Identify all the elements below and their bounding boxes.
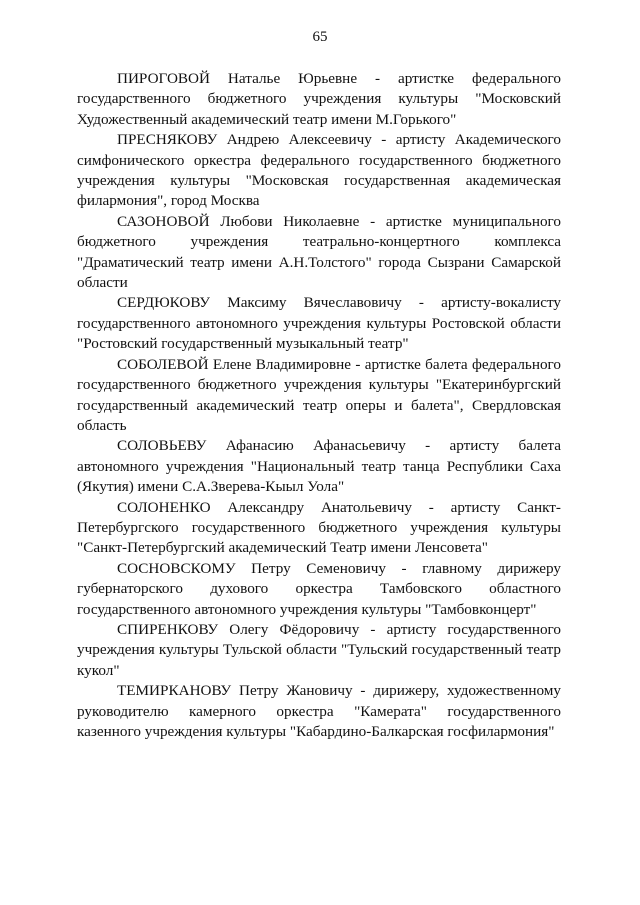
award-entry: СОЛОВЬЕВУ Афанасию Афанасьевичу - артисту балета автономного учреждения "Национальный театр танца Республики Саха (Якутия) имени С.А.Зверева-Кыыл Уола" <box>77 437 561 496</box>
award-entry: СЕРДЮКОВУ Максиму Вячеславовичу - артисту-вокалисту государственного автономного учреждения культуры Ростовской области "Ростовский государственный музыкальный театр" <box>77 294 561 353</box>
award-list <box>77 69 561 742</box>
page-number: 65 <box>312 29 328 45</box>
award-entry: СОЛОНЕНКО Александру Анатольевичу - артисту Санкт-Петербургского государственного бюджетного учреждения культуры "Санкт-Петербургский академический Театр имени Ленсовета" <box>77 498 561 557</box>
award-entry: СПИРЕНКОВУ Олегу Фёдоровичу - артисту государственного учреждения культуры Тульской области "Тульский государственный театр кукол" <box>77 620 561 679</box>
award-entry: ПИРОГОВОЙ Наталье Юрьевне - артистке федерального государственного бюджетного учреждения культуры "Московский Художественный академический театр имени М.Горького" <box>77 70 561 128</box>
award-entry: ПРЕСНЯКОВУ Андрею Алексеевичу - артисту Академического симфонического оркестра федерального государственного бюджетного учреждения культуры "Московская государственная академическая филармония", город Москва <box>77 131 561 210</box>
award-entry: ТЕМИРКАНОВУ Петру Жановичу - дирижеру, художественному руководителю камерного оркестра "Камерата" государственного казенного учреждения культуры "Кабардино-Балкарская госфилармония" <box>77 682 561 740</box>
award-entry: СОБОЛЕВОЙ Елене Владимировне - артистке балета федерального государственного бюджетного учреждения культуры "Екатеринбургский государственный академический театр оперы и балета", Свердловская область <box>77 355 561 434</box>
award-entry: САЗОНОВОЙ Любови Николаевне - артистке муниципального бюджетного учреждения театрально-концертного комплекса "Драматический театр имени А.Н.Толстого" города Сызрани Самарской области <box>77 212 561 292</box>
award-entry: СОСНОВСКОМУ Петру Семеновичу - главному дирижеру губернаторского духового оркестра Тамбовского областного государственного автономного учреждения культуры "Тамбовконцерт" <box>77 559 561 618</box>
